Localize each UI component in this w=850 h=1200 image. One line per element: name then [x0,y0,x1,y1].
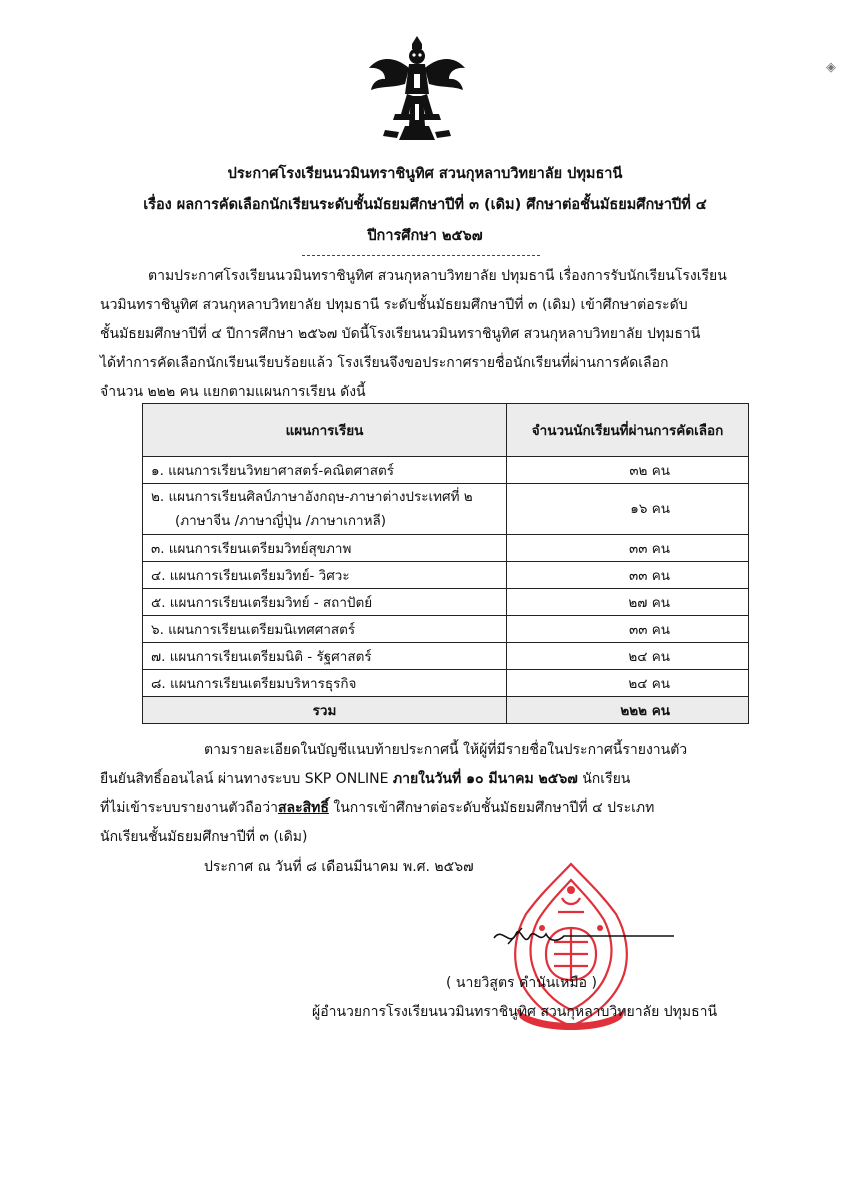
plan-line: ๒. แผนการเรียนศิลป์ภาษาอังกฤษ-ภาษาต่างประเทศที่ ๒ [151,489,473,505]
plan-cell: ๖. แผนการเรียนเตรียมนิเทศศาสตร์ [143,616,507,643]
study-plan-table [142,403,749,724]
details-line: ตามรายละเอียดในบัญชีแนบท้ายประกาศนี้ ให้ผู้ที่มีรายชื่อในประกาศนี้รายงานตัว [204,742,688,758]
table-row [143,457,749,484]
count-cell: ๒๗ คน [507,589,749,616]
count-cell: ๒๔ คน [507,670,749,697]
table-header-row [143,404,749,457]
details-line: นักเรียนชั้นมัธยมศึกษาปีที่ ๓ (เดิม) [100,829,308,845]
heading-line-2: เรื่อง ผลการคัดเลือกนักเรียนระดับชั้นมัธยมศึกษาปีที่ ๓ (เดิม) ศึกษาต่อชั้นมัธยมศึกษาปีที่ ๔ [143,197,707,213]
count-cell: ๑๖ คน [507,484,749,535]
heading-divider [302,255,540,256]
table-row [143,670,749,697]
intro-line: ตามประกาศโรงเรียนนวมินทราชินูทิศ สวนกุหลาบวิทยาลัย ปทุมธานี เรื่องการรับนักเรียนโรงเรียน [148,268,727,284]
garuda-emblem-icon [365,34,469,144]
announce-date: ประกาศ ณ วันที่ ๘ เดือนมีนาคม พ.ศ. ๒๕๖๗ [204,859,474,875]
plan-cell: ๑. แผนการเรียนวิทยาศาสตร์-คณิตศาสตร์ [143,457,507,484]
document-heading [60,159,790,252]
heading-line-3: ปีการศึกษา ๒๕๖๗ [367,228,483,244]
plan-cell: ๓. แผนการเรียนเตรียมวิทย์สุขภาพ [143,535,507,562]
plan-cell: ๕. แผนการเรียนเตรียมวิทย์ - สถาปัตย์ [143,589,507,616]
count-cell: ๒๔ คน [507,643,749,670]
header-count: จำนวนนักเรียนที่ผ่านการคัดเลือก [507,404,749,457]
forfeit-text: สละสิทธิ์ [277,800,329,816]
deadline-text: ภายในวันที่ ๑๐ มีนาคม ๒๕๖๗ [392,771,578,787]
corner-mark: ◈ [826,60,836,75]
intro-line: จำนวน ๒๒๒ คน แยกตามแผนการเรียน ดังนี้ [100,384,366,400]
count-cell: ๓๓ คน [507,616,749,643]
plan-line-2: (ภาษาจีน /ภาษาญี่ปุ่น /ภาษาเกาหลี) [175,513,387,529]
plan-cell [143,484,507,535]
plan-cell: ๘. แผนการเรียนเตรียมบริหารธุรกิจ [143,670,507,697]
table-row [143,562,749,589]
intro-line: ได้ทำการคัดเลือกนักเรียนเรียบร้อยแล้ว โรงเรียนจึงขอประกาศรายชื่อนักเรียนที่ผ่านการคัดเลือก [100,355,669,371]
total-label: รวม [143,697,507,724]
signature-icon [488,918,678,978]
details-text: นักเรียน [577,771,631,787]
count-cell: ๓๓ คน [507,562,749,589]
signer-title: ผู้อำนวยการโรงเรียนนวมินทราชินูทิศ สวนกุหลาบวิทยาลัย ปทุมธานี [312,1004,718,1020]
count-cell: ๓๓ คน [507,535,749,562]
heading-line-1: ประกาศโรงเรียนนวมินทราชินูทิศ สวนกุหลาบวิทยาลัย ปทุมธานี [227,166,623,182]
details-text: ในการเข้าศึกษาต่อระดับชั้นมัธยมศึกษาปีที่ ๔ ประเภท [328,800,655,816]
plan-cell: ๗. แผนการเรียนเตรียมนิติ - รัฐศาสตร์ [143,643,507,670]
table-row [143,643,749,670]
signer-name: ( นายวิสูตร คำนันเหมือ ) [446,975,597,991]
count-cell: ๓๒ คน [507,457,749,484]
details-text: ที่ไม่เข้าระบบรายงานตัวถือว่า [100,800,278,816]
table-row [143,589,749,616]
total-count: ๒๒๒ คน [507,697,749,724]
details-line [100,794,760,823]
details-text: ยืนยันสิทธิ์ออนไลน์ ผ่านทางระบบ SKP ONLINE [100,771,393,787]
intro-line: ชั้นมัธยมศึกษาปีที่ ๔ ปีการศึกษา ๒๕๖๗ บัดนี้โรงเรียนนวมินทราชินูทิศ สวนกุหลาบวิทยาลัย ปทุมธานี [100,326,701,342]
intro-paragraph [100,262,760,407]
table-row [143,535,749,562]
intro-line: นวมินทราชินูทิศ สวนกุหลาบวิทยาลัย ปทุมธานี ระดับชั้นมัธยมศึกษาปีที่ ๓ (เดิม) เข้าศึกษาต่อระดับ [100,297,688,313]
header-plan: แผนการเรียน [143,404,507,457]
details-line [100,765,760,794]
table-row [143,616,749,643]
plan-cell: ๔. แผนการเรียนเตรียมวิทย์- วิศวะ [143,562,507,589]
details-paragraph [100,736,760,852]
table-total-row [143,697,749,724]
table-row [143,484,749,535]
